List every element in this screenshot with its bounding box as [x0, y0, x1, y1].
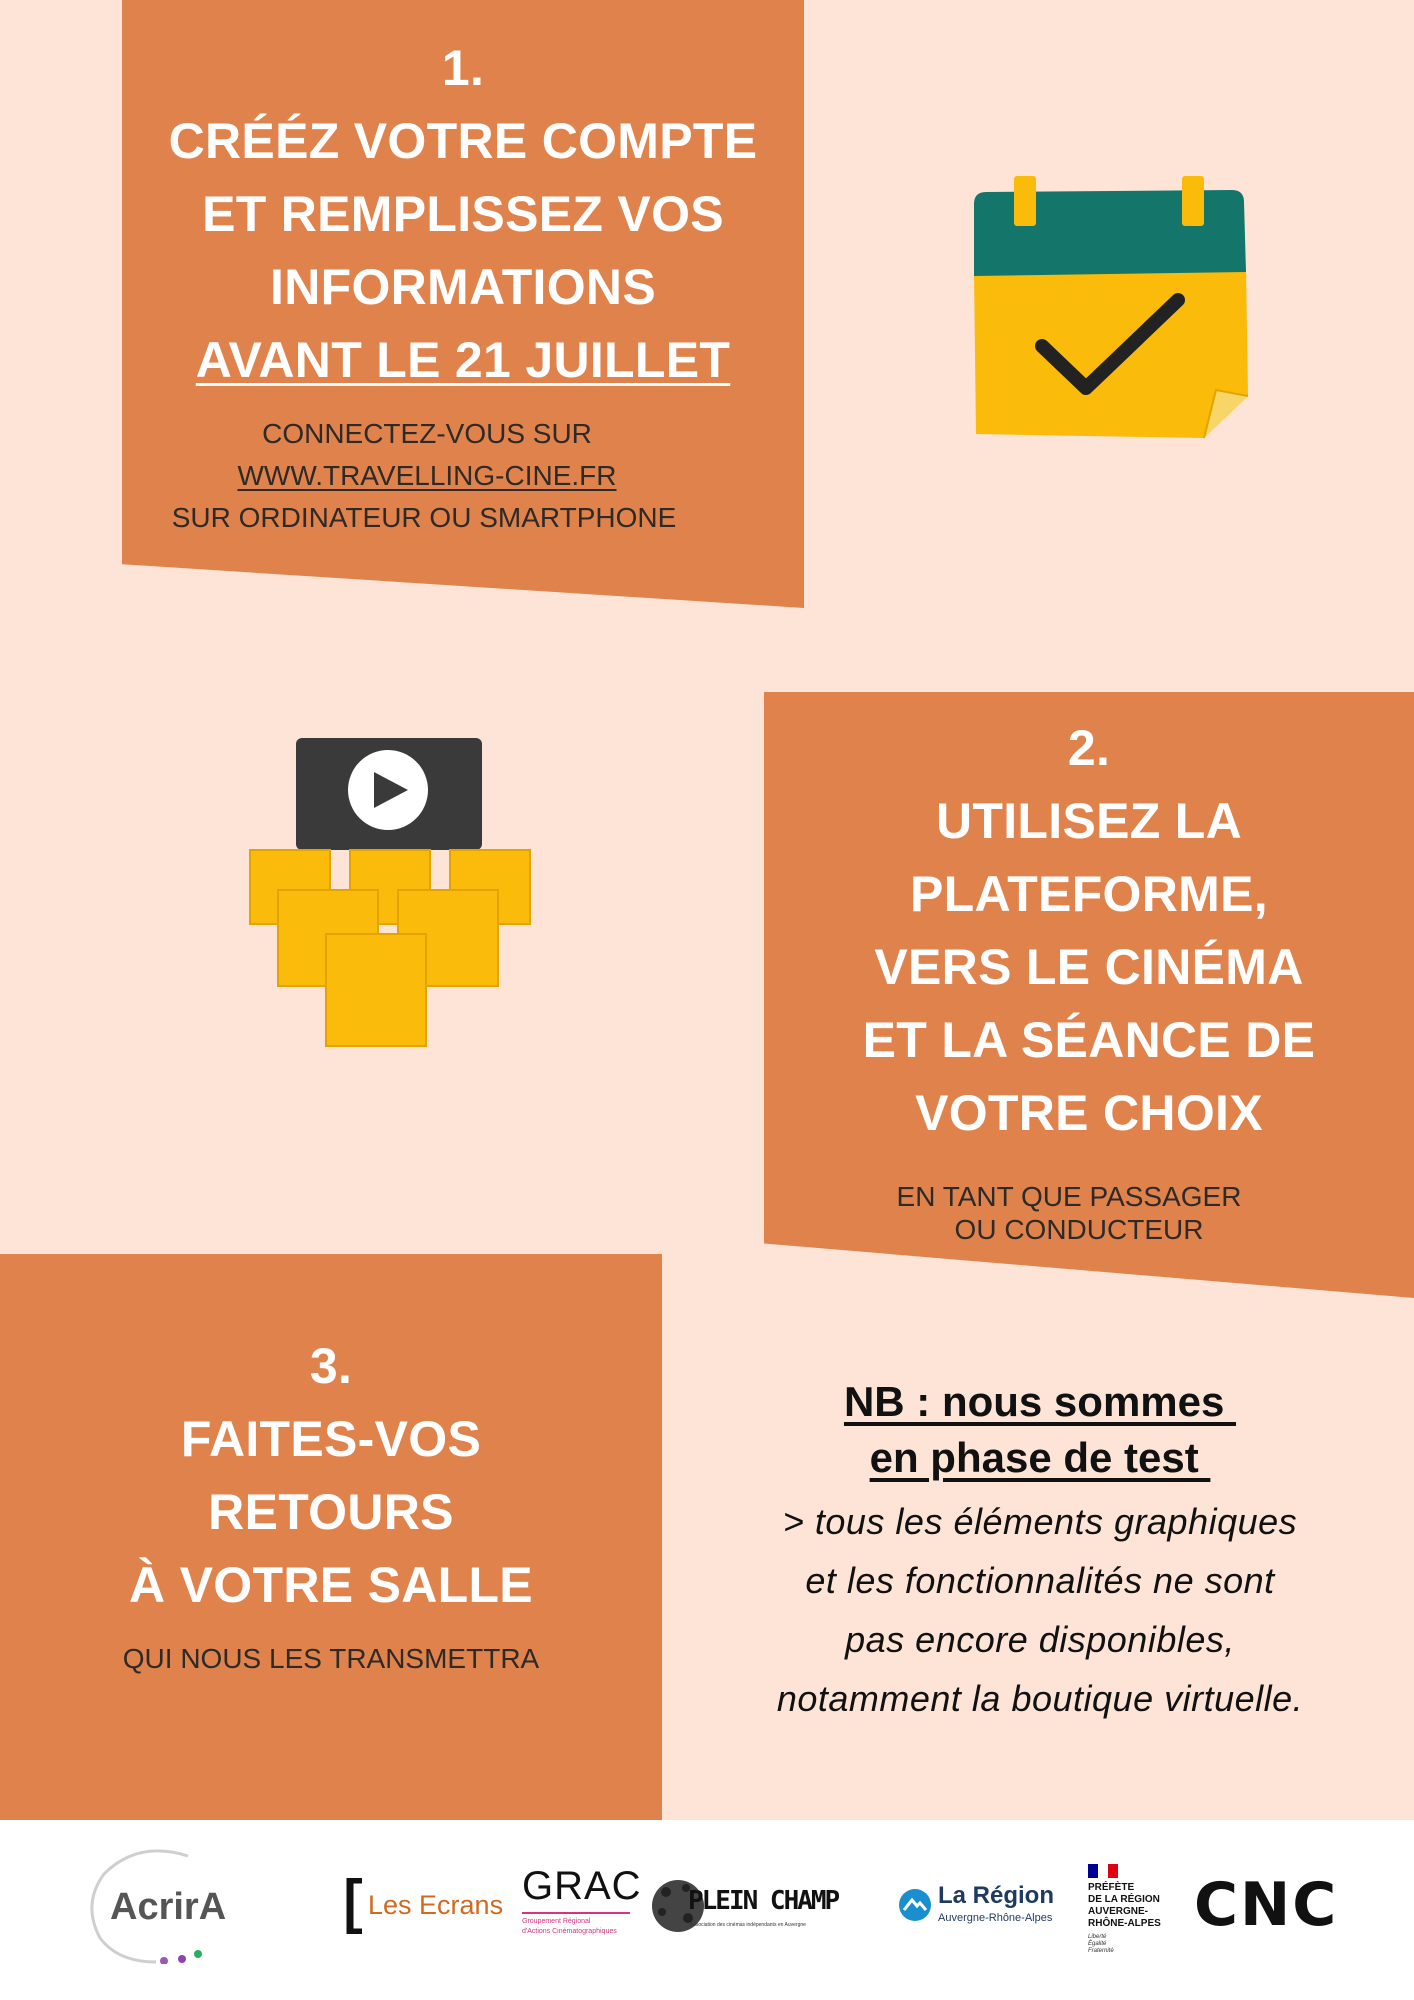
- acrira-logo-text: AcrirA: [110, 1886, 227, 1928]
- step1-sub-line: SUR ORDINATEUR OU SMARTPHONE: [171, 502, 677, 533]
- prefete-motto: Liberté: [1088, 1934, 1107, 1940]
- grac-rule: [522, 1912, 630, 1914]
- note-title: NB : nous sommes: [843, 1378, 1237, 1425]
- step3-instructions: [0, 1638, 662, 1680]
- step1-sub-line: CONNECTEZ-VOUS SUR: [262, 418, 592, 449]
- step2-sub-line: EN TANT QUE PASSAGER: [896, 1181, 1242, 1212]
- step2-line: VERS LE CINÉMA: [874, 939, 1304, 995]
- bracket-icon: [344, 1878, 368, 1934]
- step2-line: PLATEFORME,: [910, 866, 1268, 922]
- step1-line: ET REMPLISSEZ VOS: [202, 186, 724, 242]
- step1-heading: [122, 32, 804, 397]
- prefete-line: RHÔNE-ALPES: [1088, 1918, 1161, 1929]
- step2-heading: [764, 712, 1414, 1150]
- acrira-logo[interactable]: [78, 1844, 258, 1964]
- prefete-logo[interactable]: [1088, 1864, 1178, 1974]
- step2-instructions: [764, 1180, 1414, 1246]
- note-body-line: notamment la boutique virtuelle.: [776, 1678, 1304, 1719]
- step3-line: FAITES-VOS: [180, 1411, 482, 1467]
- prefete-motto: Égalité: [1088, 1941, 1107, 1947]
- grac-subtext: d'Actions Cinématographiques: [522, 1928, 617, 1935]
- plein-champ-subtext: Association des cinémas indépendants en Auvergne: [690, 1922, 806, 1928]
- note-body-line: > tous les éléments graphiques: [782, 1501, 1298, 1542]
- step2-line: VOTRE CHOIX: [915, 1085, 1263, 1141]
- la-region-subtext: Auvergne-Rhône-Alpes: [938, 1912, 1053, 1924]
- la-region-text: La Région: [938, 1882, 1055, 1909]
- step2-number: 2.: [1067, 720, 1111, 776]
- note-body-line: pas encore disponibles,: [845, 1619, 1235, 1660]
- step1-instructions: [122, 413, 852, 539]
- step3-number: 3.: [309, 1338, 353, 1394]
- partner-logos-footer: [0, 1820, 1414, 2000]
- step3-line: À VOTRE SALLE: [129, 1557, 533, 1613]
- step2-line: ET LA SÉANCE DE: [862, 1012, 1316, 1068]
- cinema-screen-seats-icon: [248, 738, 534, 1050]
- step1-url-link[interactable]: WWW.TRAVELLING-CINE.FR: [237, 460, 617, 491]
- la-region-logo[interactable]: [898, 1882, 1068, 1932]
- les-ecrans-text: Les Ecrans: [368, 1890, 504, 1920]
- les-ecrans-logo[interactable]: [344, 1878, 504, 1938]
- step3-heading: [0, 1330, 662, 1622]
- step1-deadline: AVANT LE 21 JUILLET: [195, 332, 731, 388]
- mountain-circle-icon: [898, 1888, 932, 1922]
- note-body-line: et les fonctionnalités ne sont: [805, 1560, 1275, 1601]
- plein-champ-text: PLEIN CHAMP: [688, 1886, 839, 1916]
- grac-text: GRAC: [522, 1864, 642, 1908]
- test-phase-note: [690, 1374, 1390, 1728]
- step1-line: INFORMATIONS: [270, 259, 656, 315]
- calendar-check-icon: [968, 176, 1250, 440]
- note-title: en phase de test: [869, 1434, 1211, 1481]
- step1-number: 1.: [441, 40, 485, 96]
- prefete-line: DE LA RÉGION: [1088, 1894, 1160, 1905]
- step3-line: RETOURS: [208, 1484, 454, 1540]
- plein-champ-logo[interactable]: [648, 1874, 839, 1944]
- marianne-flag-icon: [1088, 1864, 1118, 1878]
- grac-subtext: Groupement Régional: [522, 1918, 591, 1925]
- prefete-line: PRÉFÈTE: [1088, 1882, 1135, 1893]
- cnc-logo[interactable]: [1194, 1870, 1364, 1940]
- grac-logo[interactable]: [520, 1864, 642, 1944]
- step2-sub-line: OU CONDUCTEUR: [954, 1214, 1204, 1245]
- prefete-line: AUVERGNE-: [1088, 1906, 1149, 1917]
- cnc-text: CNC: [1194, 1870, 1339, 1940]
- step3-sub-line: QUI NOUS LES TRANSMETTRA: [122, 1643, 540, 1674]
- prefete-motto: Fraternité: [1088, 1948, 1114, 1954]
- step2-line: UTILISEZ LA: [935, 793, 1243, 849]
- step1-line: CRÉÉZ VOTRE COMPTE: [168, 113, 758, 169]
